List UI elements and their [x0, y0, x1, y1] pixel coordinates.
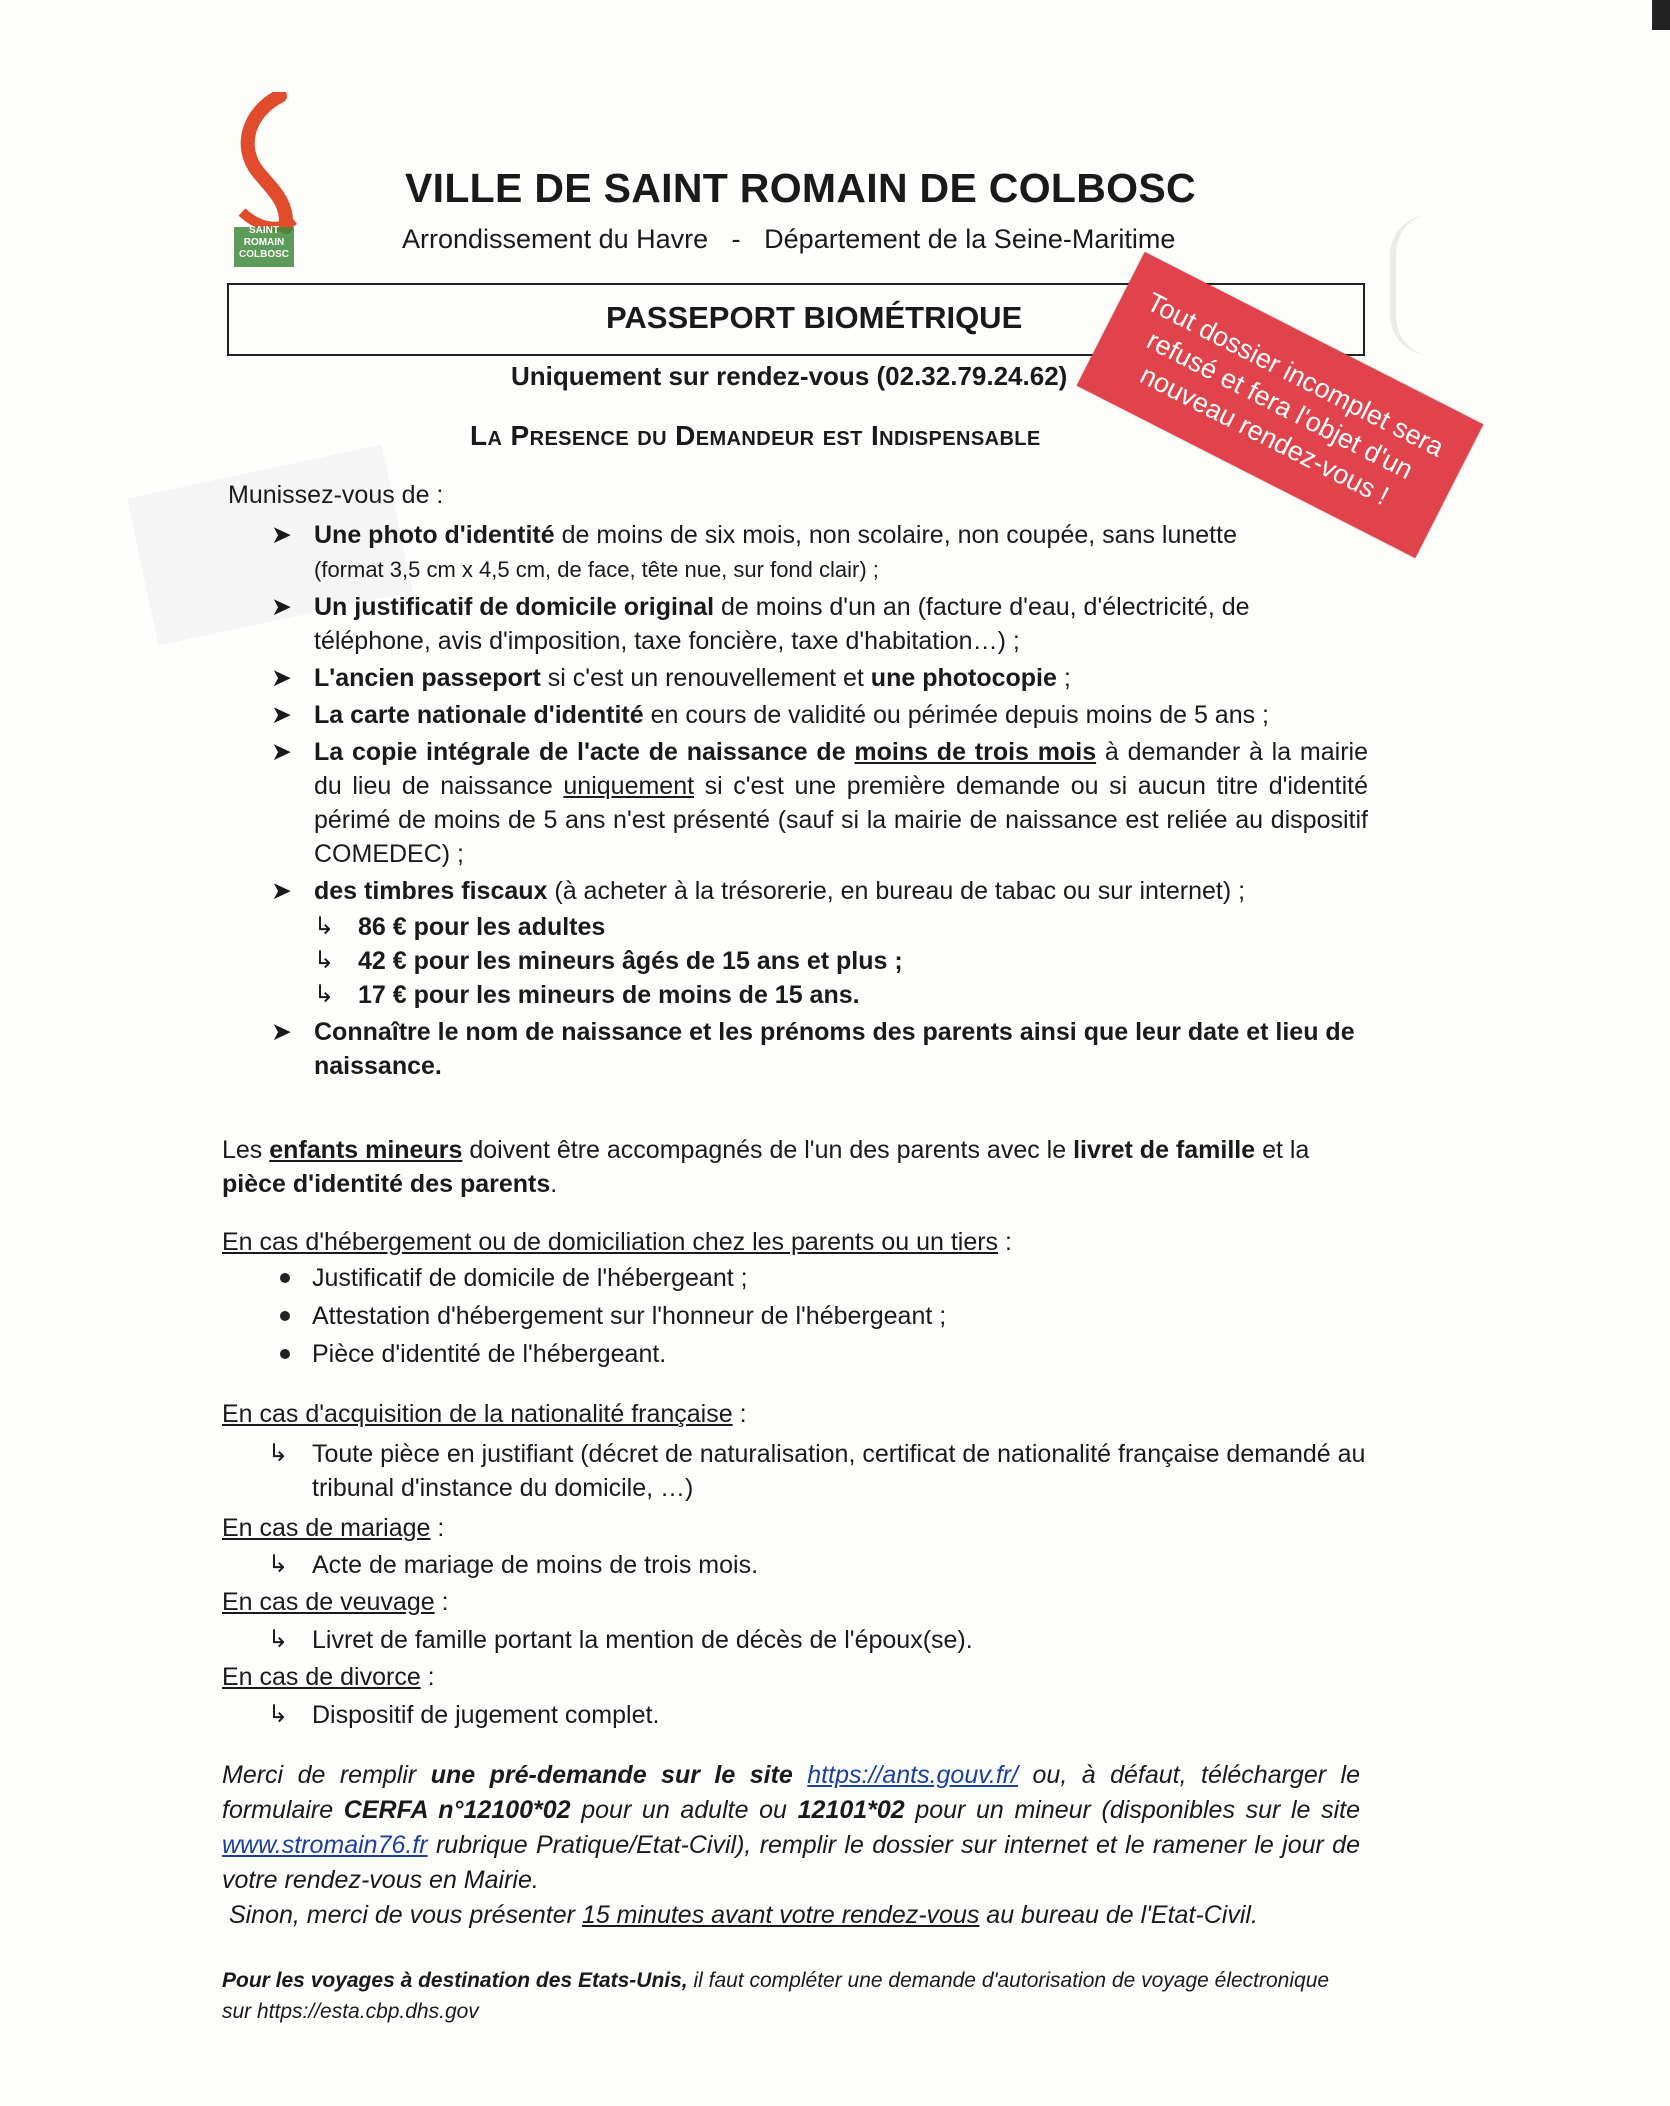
- hebergement-colon: :: [998, 1228, 1012, 1256]
- subtitle-separator: -: [731, 224, 741, 254]
- departement: Département de la Seine-Maritime: [764, 224, 1176, 254]
- cni-label: La carte nationale d'identité: [314, 701, 644, 729]
- minors-label: enfants mineurs: [269, 1136, 463, 1164]
- bleed-through: [1390, 215, 1506, 355]
- arrowhead-icon: ➤: [271, 664, 292, 692]
- price-minor-15plus: 42 € pour les mineurs âgés de 15 ans et plus ;: [358, 947, 903, 975]
- intro-text: Munissez-vous de :: [228, 481, 444, 509]
- acquisition-item: [268, 1437, 1402, 1505]
- presence-notice: La Presence du Demandeur est Indispensable: [470, 420, 1041, 451]
- arrowhead-icon: ➤: [271, 521, 292, 549]
- ants-link[interactable]: https://ants.gouv.fr/: [807, 1761, 1019, 1789]
- document-title: PASSEPORT BIOMÉTRIQUE: [606, 300, 1023, 335]
- acquisition-heading: En cas d'acquisition de la nationalité française: [222, 1400, 733, 1428]
- pre-demand-label: une pré-demande sur le site: [430, 1761, 793, 1789]
- hebergement-item-text: Pièce d'identité de l'hébergeant.: [312, 1340, 667, 1368]
- list-item-photo: [268, 518, 1368, 587]
- closing-text-3: pour un adulte ou: [570, 1796, 798, 1824]
- closing-text-4: pour un mineur (disponibles sur le site: [904, 1796, 1360, 1824]
- arrowhead-icon: ➤: [271, 593, 292, 621]
- cerfa-adult: CERFA n°12100*02: [343, 1796, 571, 1824]
- cerfa-minor: 12101*02: [797, 1796, 905, 1824]
- esta-label: Pour les voyages à destination des Etats-Unis,: [222, 1969, 688, 1992]
- fiscal-stamps-text: (à acheter à la trésorerie, en bureau de tabac ou sur internet) ;: [547, 877, 1246, 905]
- closing-text-1: Merci de remplir: [222, 1761, 431, 1789]
- minors-text-4: .: [550, 1170, 558, 1198]
- list-item-domicile: [268, 590, 1368, 658]
- hebergement-item-text: Justificatif de domicile de l'hébergeant ;: [312, 1264, 748, 1292]
- birth-cert-label: La copie intégrale de l'acte de naissance de: [314, 738, 855, 766]
- passport-label: L'ancien passeport: [314, 664, 541, 692]
- minors-text-3: et la: [1255, 1136, 1310, 1164]
- arrival-time: 15 minutes avant votre rendez-vous: [581, 1901, 980, 1929]
- list-item-birth-certificate: [268, 735, 1368, 871]
- hebergement-list: [272, 1261, 946, 1371]
- subtitle: [402, 224, 1175, 255]
- family-book: livret de famille: [1073, 1136, 1256, 1164]
- hook-arrow-icon: ↳: [314, 913, 335, 940]
- hook-arrow-icon: ↳: [268, 1440, 289, 1467]
- section-hebergement-title: [222, 1225, 1012, 1259]
- photo-format: (format 3,5 cm x 4,5 cm, de face, tête nue, sur fond clair) ;: [314, 557, 879, 582]
- cni-text: en cours de validité ou périmée depuis moins de 5 ans ;: [643, 701, 1270, 729]
- photocopy-label: une photocopie: [870, 664, 1057, 692]
- mariage-heading: En cas de mariage: [222, 1514, 431, 1542]
- scan-edge: [1652, 0, 1670, 30]
- bullet-dot-icon: [280, 1349, 290, 1359]
- required-documents-list: [268, 518, 1368, 1086]
- arrowhead-icon: ➤: [271, 1018, 292, 1046]
- stamp-price-minor-under15: [314, 978, 1368, 1012]
- esta-note: [222, 1965, 1362, 2027]
- esta-text: il faut compléter une demande d'autorisation de voyage électronique sur https://esta.cbp.dhs.gov: [222, 1969, 1330, 2023]
- mariage-item: [268, 1548, 758, 1582]
- city-logo: [228, 92, 300, 267]
- domicile-label: Un justificatif de domicile original: [314, 593, 715, 621]
- closing-text-5: rubrique Pratique/Etat-Civil), remplir le dossier sur internet et le ramener le jour de votre rendez-vous en Mairie.: [222, 1831, 1360, 1894]
- hebergement-heading: En cas d'hébergement ou de domiciliation chez les parents ou un tiers: [222, 1228, 999, 1256]
- stamp-price-adult: [314, 910, 1368, 944]
- hook-arrow-icon: ↳: [314, 981, 335, 1008]
- section-veuvage-title: [222, 1585, 449, 1619]
- birth-cert-only: uniquement: [563, 772, 695, 800]
- list-item-fiscal-stamps: [268, 874, 1368, 1012]
- passport-text: si c'est un renouvellement et: [540, 664, 871, 692]
- minors-paragraph: [222, 1133, 1362, 1201]
- stamp-price-minor-15plus: [314, 944, 1368, 978]
- logo-text: SAINT ROMAIN COLBOSC: [239, 225, 289, 260]
- appointment-notice: Uniquement sur rendez-vous (02.32.79.24.62): [511, 361, 1068, 391]
- arrowhead-icon: ➤: [271, 738, 292, 766]
- passport-end: ;: [1056, 664, 1071, 692]
- mariage-text: Acte de mariage de moins de trois mois.: [312, 1551, 759, 1579]
- bullet-dot-icon: [280, 1311, 290, 1321]
- divorce-item: [268, 1698, 659, 1732]
- veuvage-colon: :: [434, 1588, 449, 1616]
- arrondissement: Arrondissement du Havre: [402, 224, 709, 254]
- arrowhead-icon: ➤: [271, 701, 292, 729]
- veuvage-text: Livret de famille portant la mention de décès de l'époux(se).: [312, 1626, 973, 1654]
- city-title: VILLE DE SAINT ROMAIN DE COLBOSC: [405, 165, 1196, 211]
- veuvage-heading: En cas de veuvage: [222, 1588, 435, 1616]
- arrowhead-icon: ➤: [271, 877, 292, 905]
- photo-text: de moins de six mois, non scolaire, non coupée, sans lunette: [554, 521, 1237, 549]
- minors-text-2: doivent être accompagnés de l'un des parents avec le: [462, 1136, 1074, 1164]
- stromain-link[interactable]: www.stromain76.fr: [222, 1831, 428, 1859]
- photo-label: Une photo d'identité: [314, 521, 555, 549]
- birth-cert-text-2: si c'est une première demande ou si aucun titre d'identité périmé de moins de 5 ans n'est présenté (sauf si la mairie de naissance est reliée au dispositif COMEDEC) ;: [314, 772, 1369, 868]
- hook-arrow-icon: ↳: [314, 947, 335, 974]
- fiscal-stamps-label: des timbres fiscaux: [314, 877, 548, 905]
- hebergement-item: [272, 1299, 946, 1333]
- veuvage-item: [268, 1623, 973, 1657]
- list-item-cni: [268, 698, 1368, 732]
- minors-text-1: Les: [222, 1136, 270, 1164]
- birth-cert-age: moins de trois mois: [854, 738, 1097, 766]
- divorce-text: Dispositif de jugement complet.: [312, 1701, 660, 1729]
- birth-cert-text: à demander à la mairie du lieu de naissance: [314, 738, 1368, 800]
- list-item-passport: [268, 661, 1368, 695]
- section-divorce-title: [222, 1660, 435, 1694]
- domicile-text: de moins d'un an (facture d'eau, d'électricité, de téléphone, avis d'imposition, taxe foncière, taxe d'habitation…) ;: [314, 593, 1250, 655]
- price-adult: 86 € pour les adultes: [358, 913, 606, 941]
- list-item-parents: [268, 1015, 1368, 1083]
- mariage-colon: :: [430, 1514, 445, 1542]
- section-acquisition-title: [222, 1397, 747, 1431]
- hebergement-item: [272, 1261, 946, 1295]
- hook-arrow-icon: ↳: [268, 1701, 289, 1728]
- divorce-colon: :: [420, 1663, 435, 1691]
- section-mariage-title: [222, 1511, 444, 1545]
- incomplete-file-stamp: Tout dossier incomplet sera refusé et fera l'objet d'un nouveau rendez-vous !: [1077, 252, 1484, 558]
- hook-arrow-icon: ↳: [268, 1551, 289, 1578]
- acquisition-text: Toute pièce en justifiant (décret de naturalisation, certificat de nationalité française demandé au tribunal d'instance du domicile, …): [312, 1440, 1366, 1502]
- divorce-heading: En cas de divorce: [222, 1663, 421, 1691]
- parents-id: pièce d'identité des parents: [222, 1170, 551, 1198]
- hebergement-item: [272, 1337, 946, 1371]
- closing-paragraph: [222, 1758, 1360, 1933]
- closing-text-7: au bureau de l'Etat-Civil.: [979, 1901, 1258, 1929]
- price-minor-under15: 17 € pour les mineurs de moins de 15 ans.: [358, 981, 860, 1009]
- acquisition-colon: :: [732, 1400, 747, 1428]
- bullet-dot-icon: [280, 1273, 290, 1283]
- hook-arrow-icon: ↳: [268, 1626, 289, 1653]
- hebergement-item-text: Attestation d'hébergement sur l'honneur de l'hébergeant ;: [312, 1302, 947, 1330]
- parents-info: Connaître le nom de naissance et les prénoms des parents ainsi que leur date et lieu de naissance.: [314, 1018, 1355, 1080]
- closing-text-2: ou, à défaut, télécharger le formulaire: [222, 1761, 1360, 1824]
- closing-text-6: Sinon, merci de vous présenter: [228, 1901, 582, 1929]
